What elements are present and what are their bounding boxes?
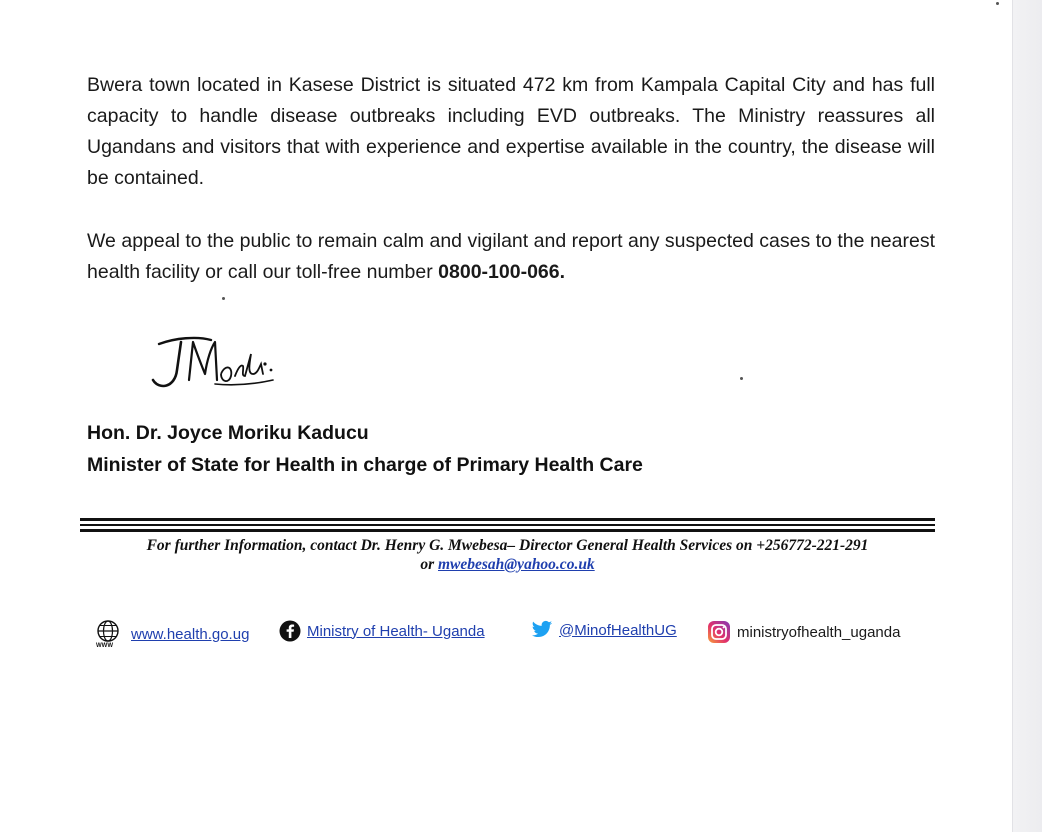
contact-or: or — [420, 556, 435, 573]
appeal-text: We appeal to the public to remain calm and vigilant and report any suspected cases to the nearest health facility or call our toll-free number — [87, 230, 935, 283]
scan-speck — [996, 2, 999, 5]
facebook-link[interactable]: Ministry of Health- Uganda — [307, 622, 485, 640]
facebook-icon — [279, 620, 301, 642]
signer-title: Minister of State for Health in charge of Primary Health Care — [87, 454, 643, 476]
website-link[interactable]: www.health.go.ug — [131, 625, 250, 643]
website-item[interactable] — [95, 620, 249, 648]
instagram-handle[interactable]: ministryofhealth_uganda — [737, 623, 901, 641]
contact-info — [80, 536, 935, 574]
instagram-item[interactable] — [707, 620, 900, 644]
scan-speck — [222, 297, 225, 300]
twitter-icon — [531, 620, 553, 640]
divider-line — [80, 529, 935, 532]
instagram-icon — [707, 620, 731, 644]
social-links-row — [95, 620, 935, 652]
twitter-link[interactable]: @MinofHealthUG — [559, 621, 677, 639]
signer-name: Hon. Dr. Joyce Moriku Kaducu — [87, 422, 369, 444]
page-edge-shadow — [1012, 0, 1042, 832]
twitter-item[interactable] — [531, 620, 677, 640]
divider-line — [80, 524, 935, 526]
contact-text: For further Information, contact Dr. Henry G. Mwebesa– Director General Health Services on +256772-221-291 — [146, 537, 869, 554]
toll-free-number: 0800-100-066. — [438, 261, 566, 283]
paragraph-appeal — [87, 226, 935, 288]
svg-text:WWW: WWW — [96, 643, 113, 648]
scan-speck — [740, 377, 743, 380]
paragraph-bwera: Bwera town located in Kasese District is situated 472 km from Kampala Capital City and has full capacity to handle disease outbreaks including EVD outbreaks. The Ministry reassures all Ugandans and visitors that with experience and expertise available in the country, the disease will be contained. — [87, 74, 935, 189]
contact-email-link[interactable]: mwebesah@yahoo.co.uk — [437, 556, 595, 573]
facebook-item[interactable] — [279, 620, 485, 642]
divider-line — [80, 518, 935, 521]
handwritten-signature — [145, 330, 285, 396]
globe-icon — [95, 620, 125, 648]
